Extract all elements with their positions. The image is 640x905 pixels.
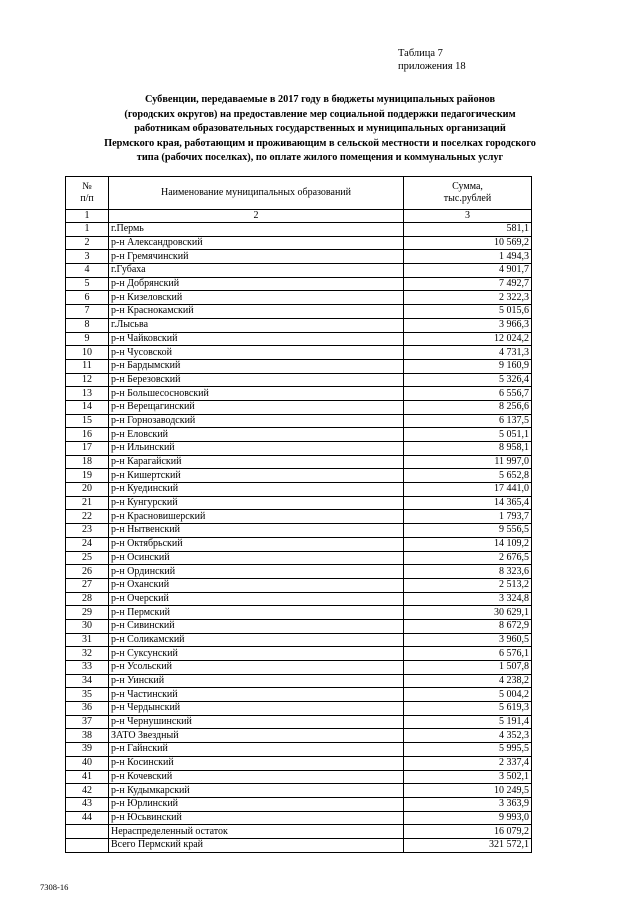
title-line-4: Пермского края, работающим и проживающим в сельской местности и поселках городского [104,137,536,149]
row-number: 27 [66,578,109,592]
table-row [66,647,532,661]
table-row [66,715,532,729]
row-number: 24 [66,537,109,551]
row-sum: 3 363,9 [404,797,532,811]
row-name: р-н Юсьвинский [109,811,404,825]
row-sum: 2 322,3 [404,291,532,305]
column-index-1: 1 [66,210,109,223]
row-number: 20 [66,483,109,497]
row-sum: 5 619,3 [404,702,532,716]
table-row [66,414,532,428]
row-number: 37 [66,715,109,729]
table-row [66,811,532,825]
table-row [66,277,532,291]
row-sum: 3 960,5 [404,633,532,647]
row-name: р-н Октябрьский [109,537,404,551]
table-row [66,223,532,237]
row-name: р-н Нытвенский [109,524,404,538]
row-number: 28 [66,592,109,606]
table-row [66,373,532,387]
row-number: 19 [66,469,109,483]
table-header-row [66,177,532,210]
row-name: р-н Кочевский [109,770,404,784]
row-number: 36 [66,702,109,716]
row-number: 23 [66,524,109,538]
row-sum: 10 249,5 [404,784,532,798]
row-number: 31 [66,633,109,647]
row-name: р-н Карагайский [109,455,404,469]
column-index-3: 3 [404,210,532,223]
table-row [66,606,532,620]
row-number: 7 [66,305,109,319]
table-row [66,729,532,743]
row-sum: 5 652,8 [404,469,532,483]
table-row [66,400,532,414]
table-row [66,291,532,305]
row-name: р-н Кишертский [109,469,404,483]
header-name: Наименование муниципальных образований [109,177,404,210]
row-sum: 5 004,2 [404,688,532,702]
table-row [66,428,532,442]
row-sum: 3 324,8 [404,592,532,606]
row-name: р-н Пермский [109,606,404,620]
row-name: р-н Уинский [109,674,404,688]
row-number: 44 [66,811,109,825]
row-sum: 8 256,6 [404,400,532,414]
row-sum: 5 191,4 [404,715,532,729]
row-number: 34 [66,674,109,688]
row-sum: 5 995,5 [404,743,532,757]
row-number: 29 [66,606,109,620]
row-name: р-н Усольский [109,661,404,675]
row-name: ЗАТО Звездный [109,729,404,743]
table-row [66,305,532,319]
row-name: р-н Ординский [109,565,404,579]
column-index-row [66,210,532,223]
row-name: р-н Осинский [109,551,404,565]
row-sum: 6 556,7 [404,387,532,401]
table-row [66,346,532,360]
row-name: р-н Березовский [109,373,404,387]
row-name: р-н Юрлинский [109,797,404,811]
row-sum: 2 337,4 [404,756,532,770]
row-number: 4 [66,264,109,278]
document-code: 7308-16 [40,882,69,892]
row-sum: 14 365,4 [404,496,532,510]
row-name: р-н Александровский [109,236,404,250]
row-name: р-н Краснокамский [109,305,404,319]
table-row [66,661,532,675]
reference-line-1: Таблица 7 [398,48,443,59]
row-name: р-н Ильинский [109,442,404,456]
title-line-5: типа (рабочих поселках), по оплате жилого помещения и коммунальных услуг [136,152,504,164]
row-number: 39 [66,743,109,757]
row-sum: 17 441,0 [404,483,532,497]
row-sum: 9 993,0 [404,811,532,825]
row-number: 42 [66,784,109,798]
row-name: р-н Частинский [109,688,404,702]
row-number: 35 [66,688,109,702]
remainder-row-label: Нераспределенный остаток [109,825,404,839]
row-number: 41 [66,770,109,784]
row-name: р-н Чайковский [109,332,404,346]
remainder-row-sum: 16 079,2 [404,825,532,839]
table-reference [398,47,466,73]
column-index-2: 2 [109,210,404,223]
table-row [66,318,532,332]
row-number: 3 [66,250,109,264]
total-row-sum: 321 572,1 [404,838,532,852]
row-number: 25 [66,551,109,565]
table-row [66,770,532,784]
row-number: 16 [66,428,109,442]
table-row [66,743,532,757]
row-sum: 1 507,8 [404,661,532,675]
table-row [66,387,532,401]
subsidy-table [65,176,532,853]
row-sum: 30 629,1 [404,606,532,620]
row-number: 43 [66,797,109,811]
row-sum: 3 966,3 [404,318,532,332]
row-number: 32 [66,647,109,661]
table-row [66,551,532,565]
table-row [66,633,532,647]
row-sum: 4 901,7 [404,264,532,278]
table-row [66,537,532,551]
table-row [66,797,532,811]
row-sum: 14 109,2 [404,537,532,551]
row-name: р-н Чусовской [109,346,404,360]
row-name: р-н Добрянский [109,277,404,291]
row-sum: 5 326,4 [404,373,532,387]
row-sum: 1 793,7 [404,510,532,524]
row-number: 26 [66,565,109,579]
total-row [66,838,532,852]
table-row [66,469,532,483]
row-sum: 6 576,1 [404,647,532,661]
row-name: г.Пермь [109,223,404,237]
row-name: р-н Красновишерский [109,510,404,524]
row-sum: 9 160,9 [404,359,532,373]
row-name: р-н Суксунский [109,647,404,661]
row-name: р-н Гайнский [109,743,404,757]
row-name: р-н Оханский [109,578,404,592]
row-sum: 2 513,2 [404,578,532,592]
row-sum: 5 051,1 [404,428,532,442]
row-number: 10 [66,346,109,360]
remainder-row-number [66,825,109,839]
table-row [66,756,532,770]
row-sum: 9 556,5 [404,524,532,538]
row-name: р-н Кунгурский [109,496,404,510]
table-row [66,565,532,579]
row-number: 18 [66,455,109,469]
row-sum: 4 731,3 [404,346,532,360]
row-number: 30 [66,619,109,633]
total-row-label: Всего Пермский край [109,838,404,852]
row-number: 38 [66,729,109,743]
row-name: р-н Большесосновский [109,387,404,401]
row-name: р-н Куединский [109,483,404,497]
row-number: 8 [66,318,109,332]
row-number: 9 [66,332,109,346]
table-row [66,524,532,538]
table-row [66,688,532,702]
row-sum: 3 502,1 [404,770,532,784]
row-sum: 8 323,6 [404,565,532,579]
table-row [66,578,532,592]
row-number: 2 [66,236,109,250]
table-row [66,332,532,346]
table-row [66,455,532,469]
row-name: р-н Горнозаводский [109,414,404,428]
row-name: р-н Очерский [109,592,404,606]
row-sum: 1 494,3 [404,250,532,264]
total-row-number [66,838,109,852]
row-name: р-н Чернушинский [109,715,404,729]
header-sum: Сумма, тыс.рублей [404,177,532,210]
row-name: р-н Чердынский [109,702,404,716]
row-number: 40 [66,756,109,770]
row-number: 13 [66,387,109,401]
row-sum: 5 015,6 [404,305,532,319]
table-row [66,483,532,497]
row-sum: 12 024,2 [404,332,532,346]
row-name: р-н Сивинский [109,619,404,633]
table-row [66,236,532,250]
document-title [40,93,600,166]
row-name: р-н Еловский [109,428,404,442]
table-row [66,264,532,278]
table-row [66,702,532,716]
row-name: р-н Косинский [109,756,404,770]
row-name: р-н Кудымкарский [109,784,404,798]
table-row [66,442,532,456]
table-row [66,674,532,688]
row-sum: 8 672,9 [404,619,532,633]
title-line-2: (городских округов) на предоставление мер социальной поддержки педагогическим [124,108,516,120]
row-sum: 7 492,7 [404,277,532,291]
row-name: р-н Верещагинский [109,400,404,414]
row-name: р-н Соликамский [109,633,404,647]
row-sum: 6 137,5 [404,414,532,428]
table-row [66,359,532,373]
reference-line-2: приложения 18 [398,61,466,72]
row-sum: 8 958,1 [404,442,532,456]
row-name: г.Губаха [109,264,404,278]
row-sum: 10 569,2 [404,236,532,250]
row-number: 33 [66,661,109,675]
row-number: 14 [66,400,109,414]
table-row [66,510,532,524]
row-number: 5 [66,277,109,291]
row-name: г.Лысьва [109,318,404,332]
row-number: 11 [66,359,109,373]
row-number: 17 [66,442,109,456]
row-sum: 4 352,3 [404,729,532,743]
remainder-row [66,825,532,839]
row-name: р-н Кизеловский [109,291,404,305]
table-row [66,250,532,264]
table-row [66,496,532,510]
table-row [66,592,532,606]
header-number: № п/п [66,177,109,210]
row-number: 15 [66,414,109,428]
row-number: 6 [66,291,109,305]
title-line-3: работникам образовательных государственных и муниципальных организаций [134,123,506,135]
row-number: 12 [66,373,109,387]
row-number: 22 [66,510,109,524]
title-line-1: Субвенции, передаваемые в 2017 году в бюджеты муниципальных районов [144,94,496,105]
row-sum: 4 238,2 [404,674,532,688]
row-sum: 581,1 [404,223,532,237]
row-sum: 11 997,0 [404,455,532,469]
row-sum: 2 676,5 [404,551,532,565]
table-row [66,619,532,633]
row-number: 21 [66,496,109,510]
row-name: р-н Бардымский [109,359,404,373]
row-name: р-н Гремячинский [109,250,404,264]
table-row [66,784,532,798]
row-number: 1 [66,223,109,237]
